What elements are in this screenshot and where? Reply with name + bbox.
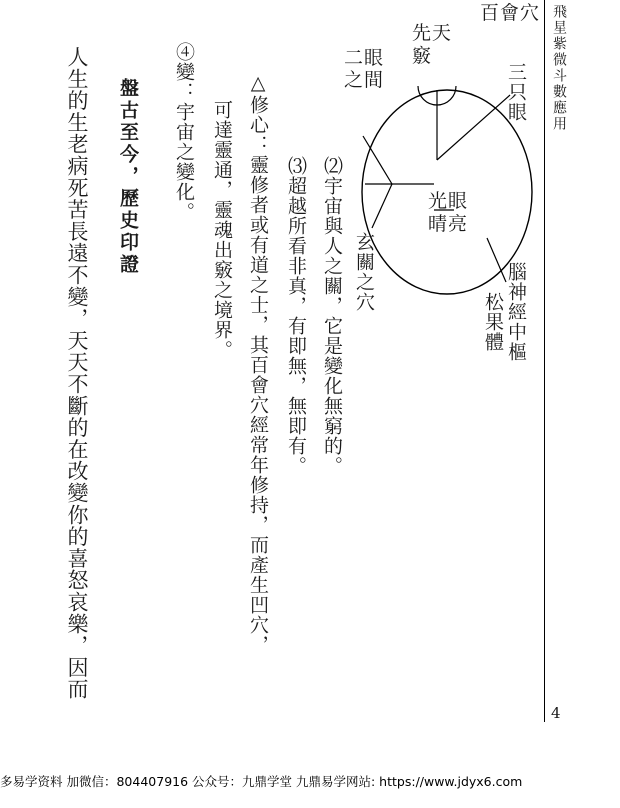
note-item-4: ④變：宇宙之變化。 <box>173 42 195 222</box>
third-eye-line <box>437 95 510 160</box>
note-xiuxin-line1: △修心：靈修者或有道之士，其百會穴經常年修持，而產生凹穴， <box>247 72 269 655</box>
label-baihui: 百會穴 <box>480 2 541 24</box>
note-item-3: ⑶超越所看非真，有即無，無即有。 <box>285 156 307 476</box>
xuanguan-pointer-line <box>372 184 392 228</box>
section-heading <box>118 78 137 276</box>
section-heading-part2: 歷史印證 <box>117 188 139 276</box>
label-songguo: 松果體 <box>482 292 504 352</box>
label-naoshen: 腦神經中樞 <box>505 262 527 362</box>
note-xiuxin-line2: 可達靈通，靈魂出竅之境界。 <box>211 100 233 360</box>
main-text-line1: 人生的生老病死苦長遠不變，天天不斷的在改變你的喜怒哀樂，因而 <box>65 46 89 700</box>
label-eryan: 二眼之間 <box>344 47 385 91</box>
label-sanzhiyan: 三只眼 <box>505 62 527 122</box>
eyes-pointer-line <box>363 136 392 184</box>
note-item-2: ⑵宇宙與人之關，它是變化無窮的。 <box>321 156 343 476</box>
label-xuanguan: 玄關之穴 <box>353 232 375 312</box>
section-heading-part1: 盤古至今， <box>117 78 139 188</box>
label-guangyan: 光眼晴亮 <box>428 190 469 235</box>
page-number: 4 <box>551 704 561 722</box>
footer-watermark: 多易学资料 加微信：804407916 公众号：九鼎学堂 九鼎易学网站: https://www.jdyx6.com <box>0 774 523 789</box>
label-xiantian: 先天竅 <box>412 22 453 67</box>
book-title: 飛星紫微斗數應用 <box>551 4 567 132</box>
